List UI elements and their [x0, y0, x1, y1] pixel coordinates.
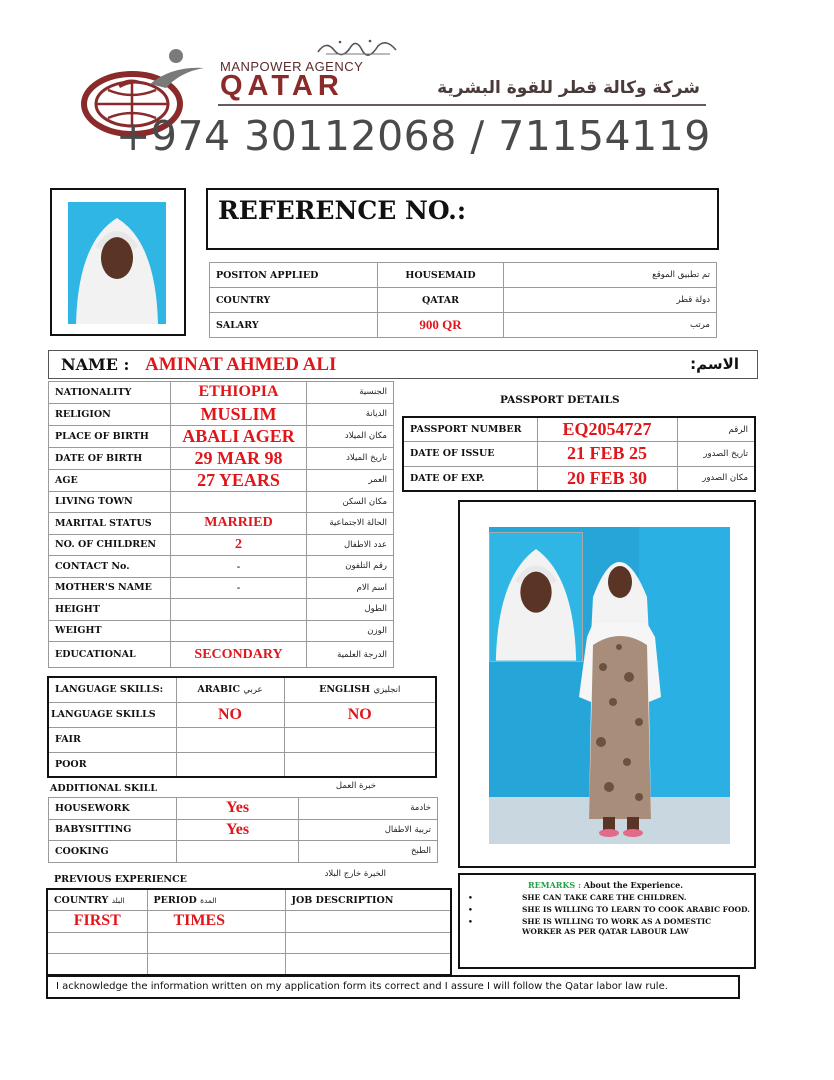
housework-value: Yes: [177, 798, 299, 820]
fair-label: FAIR: [48, 727, 176, 752]
english-column-label-ar: انجليزي: [373, 685, 401, 696]
babysitting-value: Yes: [177, 819, 299, 841]
mother-name-value: -: [171, 577, 307, 599]
salary-label: SALARY: [210, 313, 378, 338]
reference-label: REFERENCE NO.:: [218, 196, 467, 225]
additional-skills-table: [48, 797, 438, 863]
additional-skill-title: ADDITIONAL SKILL: [50, 783, 158, 794]
remarks-heading: [528, 880, 683, 890]
name-value: AMINAT AHMED ALI: [145, 354, 337, 375]
table-row: [49, 841, 438, 863]
agency-name-arabic: شركة وكالة قطر للقوة البشرية: [437, 78, 700, 98]
name-bar: [48, 350, 758, 379]
table-row: [49, 425, 394, 447]
period-column-label-ar: المدة: [200, 895, 217, 905]
period-column-header: [147, 889, 285, 911]
experience-country-value: [47, 932, 147, 954]
remarks-box: [458, 873, 756, 969]
table-row: [49, 513, 394, 535]
education-value: SECONDARY: [171, 642, 307, 668]
experience-job-value: [285, 954, 451, 976]
cooking-value: [177, 841, 299, 863]
babysitting-arabic: تربية الاطفال: [299, 819, 438, 841]
marital-label: MARITAL STATUS: [49, 513, 171, 535]
table-row: [49, 382, 394, 404]
previous-experience-title-arabic: الخبرة خارج البلاد: [324, 869, 386, 879]
poor-english: [284, 752, 436, 777]
living-town-arabic: مكان السكن: [307, 491, 394, 513]
arabic-column-label: ARABIC: [197, 684, 241, 696]
passport-details-title: PASSPORT DETAILS: [500, 394, 620, 406]
period-column-label: PERIOD: [153, 894, 197, 906]
table-row: [48, 727, 436, 752]
table-row: [49, 798, 438, 820]
passport-number-value: EQ2054727: [537, 417, 677, 442]
country-arabic: دولة قطر: [504, 288, 717, 313]
country-label: COUNTRY: [210, 288, 378, 313]
birthplace-value: ABALI AGER: [171, 425, 307, 447]
list-item: • SHE IS WILLING TO LEARN TO COOK ARABIC FOOD.: [468, 905, 750, 914]
experience-period-value: TIMES: [147, 911, 285, 933]
table-row: [49, 599, 394, 621]
contact-label: CONTACT No.: [49, 556, 171, 578]
experience-period-value: [147, 954, 285, 976]
expiry-date-label: DATE OF EXP.: [403, 466, 537, 491]
age-arabic: العمر: [307, 469, 394, 491]
remark-text: SHE IS WILLING TO WORK AS A DOMESTIC WORKER AS PER QATAR LABOUR LAW: [522, 917, 712, 936]
housework-arabic: خادمة: [299, 798, 438, 820]
marital-arabic: الحالة الاجتماعية: [307, 513, 394, 535]
name-label: NAME :: [61, 355, 130, 374]
passport-number-label: PASSPORT NUMBER: [403, 417, 537, 442]
remarks-list: [468, 893, 752, 937]
additional-skill-title-arabic: خبرة العمل: [335, 781, 376, 791]
weight-arabic: الوزن: [307, 620, 394, 642]
remark-text: SHE IS WILLING TO LEARN TO COOK ARABIC FOOD.: [522, 905, 750, 914]
inset-portrait-photo: [489, 532, 583, 662]
nationality-arabic: الجنسية: [307, 382, 394, 404]
issue-date-arabic: تاريخ الصدور: [677, 442, 755, 467]
experience-country-value: FIRST: [47, 911, 147, 933]
remarks-title: REMARKS :: [528, 880, 581, 890]
experience-job-value: [285, 911, 451, 933]
experience-period-value: [147, 932, 285, 954]
religion-arabic: الديانة: [307, 403, 394, 425]
living-town-label: LIVING TOWN: [49, 491, 171, 513]
fair-arabic: [176, 727, 284, 752]
personal-details-table: [48, 381, 394, 668]
birthplace-arabic: مكان الميلاد: [307, 425, 394, 447]
position-arabic: تم تطبيق الموقع: [504, 263, 717, 288]
remark-text: SHE CAN TAKE CARE THE CHILDREN.: [522, 893, 687, 902]
contact-arabic: رقم التلفون: [307, 556, 394, 578]
arabic-skill-value: NO: [176, 702, 284, 727]
country-column-header: [47, 889, 147, 911]
mother-name-label: MOTHER'S NAME: [49, 577, 171, 599]
table-row: [49, 447, 394, 469]
agency-name: QATAR: [220, 70, 344, 102]
table-row: [403, 442, 755, 467]
table-row: [403, 466, 755, 491]
english-skill-value: NO: [284, 702, 436, 727]
previous-experience-title: PREVIOUS EXPERIENCE: [54, 874, 187, 885]
position-value: HOUSEMAID: [378, 263, 504, 288]
table-row: [47, 911, 451, 933]
table-row: [49, 469, 394, 491]
issue-date-label: DATE OF ISSUE: [403, 442, 537, 467]
weight-label: WEIGHT: [49, 620, 171, 642]
cooking-label: COOKING: [49, 841, 177, 863]
experience-country-value: [47, 954, 147, 976]
age-label: AGE: [49, 469, 171, 491]
table-row: [210, 313, 717, 338]
table-row: [49, 577, 394, 599]
height-label: HEIGHT: [49, 599, 171, 621]
contact-value: -: [171, 556, 307, 578]
table-row: [49, 491, 394, 513]
children-label: NO. OF CHILDREN: [49, 534, 171, 556]
list-item: • SHE CAN TAKE CARE THE CHILDREN.: [468, 893, 687, 902]
religion-label: RELIGION: [49, 403, 171, 425]
religion-value: MUSLIM: [171, 403, 307, 425]
table-row: [47, 932, 451, 954]
babysitting-label: BABYSITTING: [49, 819, 177, 841]
table-row: [210, 288, 717, 313]
children-value: 2: [171, 534, 307, 556]
arabic-column-label-ar: عربي: [243, 685, 263, 696]
language-skills-label: LANGUAGE SKILLS: [48, 702, 176, 727]
previous-experience-table: [46, 888, 452, 976]
living-town-value: [171, 491, 307, 513]
expiry-date-arabic: مكان الصدور: [677, 466, 755, 491]
table-row: [210, 263, 717, 288]
poor-label: POOR: [48, 752, 176, 777]
birthplace-label: PLACE OF BIRTH: [49, 425, 171, 447]
age-value: 27 YEARS: [171, 469, 307, 491]
list-item: • SHE IS WILLING TO WORK AS A DOMESTIC WORKER AS PER QATAR LABOUR LAW: [468, 917, 752, 937]
passport-number-arabic: الرقم: [677, 417, 755, 442]
cooking-arabic: الطبخ: [299, 841, 438, 863]
job-description-header: JOB DESCRIPTION: [285, 889, 451, 911]
country-value: QATAR: [378, 288, 504, 313]
dob-arabic: تاريخ الميلاد: [307, 447, 394, 469]
education-label: EDUCATIONAL: [49, 642, 171, 668]
remarks-subtitle: About the Experience.: [583, 880, 684, 890]
table-row: [403, 417, 755, 442]
table-row: [49, 403, 394, 425]
nationality-value: ETHIOPIA: [171, 382, 307, 404]
english-column-label: ENGLISH: [319, 684, 371, 696]
table-row: [48, 752, 436, 777]
table-row: [48, 702, 436, 727]
table-row: [49, 534, 394, 556]
nationality-label: NATIONALITY: [49, 382, 171, 404]
housework-label: HOUSEWORK: [49, 798, 177, 820]
table-row: [47, 889, 451, 911]
mother-name-arabic: اسم الام: [307, 577, 394, 599]
dob-label: DATE OF BIRTH: [49, 447, 171, 469]
name-label-arabic: الاسم:: [690, 355, 739, 373]
table-row: [49, 556, 394, 578]
poor-arabic: [176, 752, 284, 777]
dob-value: 29 MAR 98: [171, 447, 307, 469]
expiry-date-value: 20 FEB 30: [537, 466, 677, 491]
table-row: [49, 620, 394, 642]
country-column-label: COUNTRY: [54, 894, 109, 906]
height-value: [171, 599, 307, 621]
issue-date-value: 21 FEB 25: [537, 442, 677, 467]
position-table: [209, 262, 717, 338]
fair-english: [284, 727, 436, 752]
table-row: [49, 819, 438, 841]
height-arabic: الطول: [307, 599, 394, 621]
language-skills-table: [47, 676, 437, 778]
experience-job-value: [285, 932, 451, 954]
agency-tagline: MANPOWER AGENCY: [220, 59, 364, 74]
contact-phone: +974 30112068 / 71154119: [116, 112, 711, 160]
table-row: [49, 642, 394, 668]
marital-value: MARRIED: [171, 513, 307, 535]
arabic-column-header: [176, 677, 284, 702]
country-column-label-ar: البلد: [111, 895, 125, 905]
weight-value: [171, 620, 307, 642]
salary-arabic: مرتب: [504, 313, 717, 338]
header-divider: [218, 104, 706, 106]
table-row: [47, 954, 451, 976]
passport-photo: [68, 202, 166, 324]
position-label: POSITON APPLIED: [210, 263, 378, 288]
english-column-header: [284, 677, 436, 702]
education-arabic: الدرجة العلمية: [307, 642, 394, 668]
salary-value: 900 QR: [378, 313, 504, 338]
children-arabic: عدد الاطفال: [307, 534, 394, 556]
passport-photo-frame: [50, 188, 186, 336]
acknowledgement-text: I acknowledge the information written on my application form its correct and I assure I will follow the Qatar labor law rule.: [56, 981, 668, 992]
table-row: [48, 677, 436, 702]
passport-table: [402, 416, 756, 492]
bismillah-calligraphy: [316, 34, 398, 58]
language-header-label: LANGUAGE SKILLS:: [48, 677, 176, 702]
